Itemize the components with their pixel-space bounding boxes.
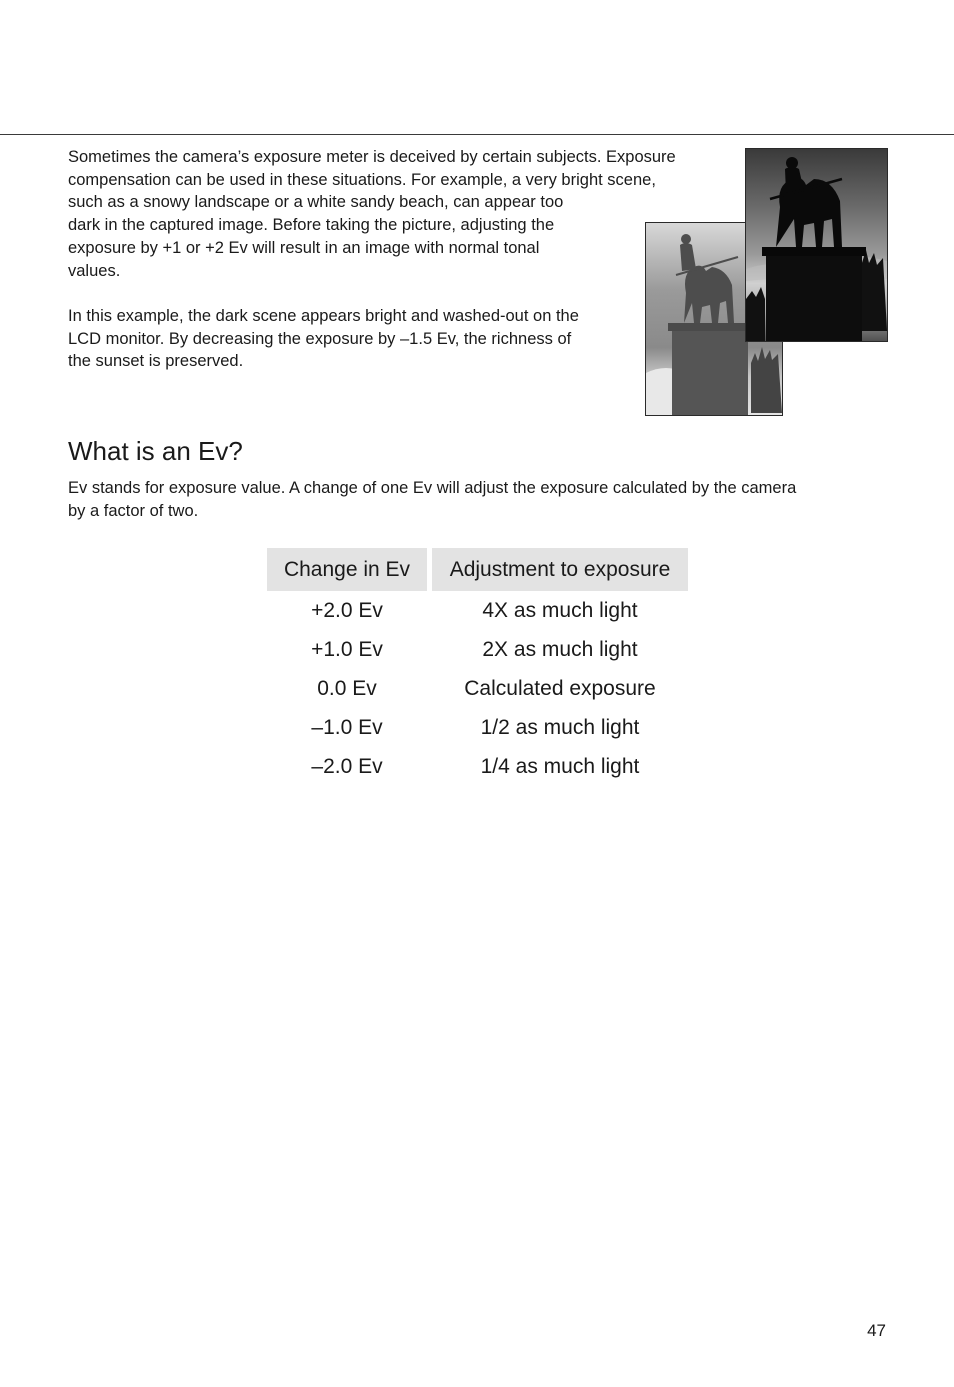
intro-line: In this example, the dark scene appears bright and washed-out on the: [68, 306, 579, 325]
section-body-line: Ev stands for exposure value. A change of one Ev will adjust the exposure calculated by the camera: [68, 479, 797, 497]
table-row: [267, 708, 688, 747]
table-row: [267, 631, 688, 670]
intro-line: exposure by +1 or +2 Ev will result in an image with normal tonal: [68, 238, 540, 257]
intro-line: dark in the captured image. Before taking the picture, adjusting the: [68, 216, 555, 235]
ev-change-cell: 0.0 Ev: [317, 676, 377, 700]
ev-change-cell: +1.0 Ev: [311, 638, 383, 662]
section-title: What is an Ev?: [68, 436, 243, 466]
intro-line: Sometimes the camera’s exposure meter is deceived by certain subjects. Exposure: [68, 148, 676, 166]
photo-dark-statue: [745, 148, 888, 342]
header-adjustment-to-exposure: Adjustment to exposure: [432, 548, 688, 591]
ev-table: [267, 548, 688, 786]
table-row: [267, 670, 688, 709]
ev-change-cell: –1.0 Ev: [311, 715, 383, 739]
intro-text: [68, 146, 676, 373]
exposure-adjustment-cell: 1/2 as much light: [480, 715, 640, 739]
intro-line: such as a snowy landscape or a white sandy beach, can appear too: [68, 193, 564, 212]
section-body-line: by a factor of two.: [68, 501, 199, 520]
ev-table-body: [267, 592, 688, 786]
exposure-adjustment-cell: Calculated exposure: [464, 676, 656, 700]
ev-change-cell: +2.0 Ev: [311, 599, 383, 623]
exposure-adjustment-cell: 4X as much light: [482, 599, 638, 623]
table-row: [267, 747, 688, 786]
ev-change-cell: –2.0 Ev: [311, 754, 383, 778]
exposure-adjustment-cell: 1/4 as much light: [480, 754, 640, 778]
ev-table-header: [267, 548, 688, 591]
intro-line: the sunset is preserved.: [68, 352, 244, 371]
intro-line: compensation can be used in these situations. For example, a very bright scene,: [68, 170, 656, 189]
intro-line: LCD monitor. By decreasing the exposure by –1.5 Ev, the richness of: [68, 329, 572, 348]
table-row: [267, 592, 688, 631]
page-number: 47: [867, 1321, 886, 1340]
section-body: [68, 477, 796, 522]
top-rule: [0, 134, 954, 135]
intro-line: values.: [68, 261, 121, 280]
header-change-in-ev: Change in Ev: [267, 548, 427, 591]
exposure-adjustment-cell: 2X as much light: [482, 638, 638, 662]
